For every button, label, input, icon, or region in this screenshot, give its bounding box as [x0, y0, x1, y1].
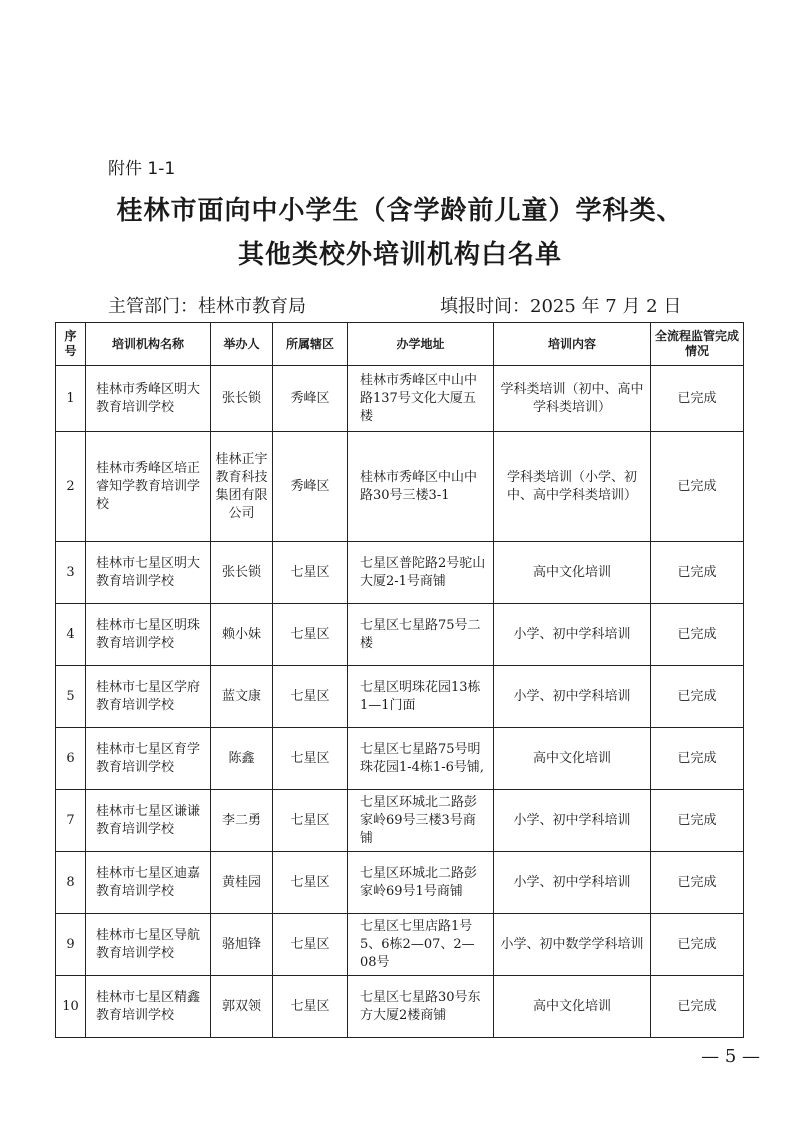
page-number: — 5 —: [701, 1046, 760, 1067]
row-index: 8: [56, 852, 86, 914]
row-training-content: 小学、初中数学学科培训: [494, 914, 651, 976]
row-index: 4: [56, 604, 86, 666]
table-row: [56, 366, 744, 432]
row-address: 七星区七里店路1号5、6栋2—07、2—08号: [348, 914, 494, 976]
row-address: 七星区环城北二路彭家岭69号三楼3号商铺: [348, 790, 494, 852]
row-organizer: 郭双领: [211, 976, 273, 1038]
row-district: 七星区: [273, 604, 348, 666]
department-label: 主管部门：桂林市教育局: [108, 296, 306, 317]
fill-date-label: 填报时间：2025 年 7 月 2 日: [440, 296, 682, 317]
attachment-label: 附件 1-1: [108, 159, 176, 179]
row-organizer: 陈鑫: [211, 728, 273, 790]
table-row: [56, 976, 744, 1038]
header-organizer: 举办人: [211, 323, 273, 366]
row-organizer: 李二勇: [211, 790, 273, 852]
document-title-line1: 桂林市面向中小学生（含学龄前儿童）学科类、: [116, 196, 684, 226]
row-index: 9: [56, 914, 86, 976]
row-supervision-status: 已完成: [651, 914, 744, 976]
row-supervision-status: 已完成: [651, 666, 744, 728]
row-address: 七星区明珠花园13栋1—1门面: [348, 666, 494, 728]
table-row: [56, 604, 744, 666]
table-row: [56, 542, 744, 604]
row-training-content: 小学、初中学科培训: [494, 852, 651, 914]
row-training-content: 小学、初中学科培训: [494, 666, 651, 728]
row-supervision-status: 已完成: [651, 432, 744, 542]
row-supervision-status: 已完成: [651, 790, 744, 852]
row-address: 七星区普陀路2号驼山大厦2-1号商铺: [348, 542, 494, 604]
row-institution-name: 桂林市七星区谦谦教育培训学校: [86, 790, 211, 852]
table-row: [56, 666, 744, 728]
row-address: 七星区七星路30号东方大厦2楼商铺: [348, 976, 494, 1038]
row-address: 七星区七星路75号明珠花园1-4栋1-6号铺,: [348, 728, 494, 790]
header-supervision-status: 全流程监管完成情况: [651, 323, 744, 366]
header-district: 所属辖区: [273, 323, 348, 366]
row-address: 七星区环城北二路彭家岭69号1号商铺: [348, 852, 494, 914]
row-organizer: 张长锁: [211, 542, 273, 604]
row-district: 七星区: [273, 666, 348, 728]
row-district: 七星区: [273, 542, 348, 604]
row-index: 6: [56, 728, 86, 790]
header-index: 序号: [56, 323, 86, 366]
whitelist-table: [55, 322, 744, 1038]
row-supervision-status: 已完成: [651, 366, 744, 432]
row-district: 七星区: [273, 790, 348, 852]
row-organizer: 赖小妹: [211, 604, 273, 666]
table-row: [56, 914, 744, 976]
row-district: 秀峰区: [273, 432, 348, 542]
table-row: [56, 728, 744, 790]
row-training-content: 高中文化培训: [494, 542, 651, 604]
row-index: 2: [56, 432, 86, 542]
table-row: [56, 790, 744, 852]
row-institution-name: 桂林市七星区学府教育培训学校: [86, 666, 211, 728]
row-district: 七星区: [273, 976, 348, 1038]
row-district: 七星区: [273, 728, 348, 790]
row-supervision-status: 已完成: [651, 852, 744, 914]
row-institution-name: 桂林市秀峰区培正睿知学教育培训学校: [86, 432, 211, 542]
row-index: 3: [56, 542, 86, 604]
row-address: 七星区七星路75号二楼: [348, 604, 494, 666]
row-institution-name: 桂林市七星区迪嘉教育培训学校: [86, 852, 211, 914]
document-title-line2: 其他类校外培训机构白名单: [237, 240, 562, 270]
header-training-content: 培训内容: [494, 323, 651, 366]
row-district: 七星区: [273, 852, 348, 914]
table-row: [56, 432, 744, 542]
row-institution-name: 桂林市七星区明珠教育培训学校: [86, 604, 211, 666]
row-index: 1: [56, 366, 86, 432]
row-training-content: 小学、初中学科培训: [494, 790, 651, 852]
row-supervision-status: 已完成: [651, 542, 744, 604]
row-district: 七星区: [273, 914, 348, 976]
row-organizer: 蓝文康: [211, 666, 273, 728]
row-institution-name: 桂林市七星区导航教育培训学校: [86, 914, 211, 976]
row-training-content: 高中文化培训: [494, 976, 651, 1038]
row-supervision-status: 已完成: [651, 728, 744, 790]
row-address: 桂林市秀峰区中山中路30号三楼3-1: [348, 432, 494, 542]
row-institution-name: 桂林市七星区精鑫教育培训学校: [86, 976, 211, 1038]
row-index: 10: [56, 976, 86, 1038]
row-training-content: 高中文化培训: [494, 728, 651, 790]
row-address: 桂林市秀峰区中山中路137号文化大厦五楼: [348, 366, 494, 432]
row-supervision-status: 已完成: [651, 604, 744, 666]
row-training-content: 小学、初中学科培训: [494, 604, 651, 666]
row-organizer: 骆旭锋: [211, 914, 273, 976]
row-institution-name: 桂林市七星区明大教育培训学校: [86, 542, 211, 604]
row-organizer: 桂林正宇教育科技集团有限公司: [211, 432, 273, 542]
row-training-content: 学科类培训（小学、初中、高中学科类培训）: [494, 432, 651, 542]
table-header-row: [56, 323, 744, 366]
row-district: 秀峰区: [273, 366, 348, 432]
table-row: [56, 852, 744, 914]
header-institution-name: 培训机构名称: [86, 323, 211, 366]
row-organizer: 黄桂园: [211, 852, 273, 914]
row-institution-name: 桂林市秀峰区明大教育培训学校: [86, 366, 211, 432]
row-supervision-status: 已完成: [651, 976, 744, 1038]
row-training-content: 学科类培训（初中、高中学科类培训）: [494, 366, 651, 432]
row-institution-name: 桂林市七星区育学教育培训学校: [86, 728, 211, 790]
row-organizer: 张长锁: [211, 366, 273, 432]
row-index: 5: [56, 666, 86, 728]
header-address: 办学地址: [348, 323, 494, 366]
row-index: 7: [56, 790, 86, 852]
